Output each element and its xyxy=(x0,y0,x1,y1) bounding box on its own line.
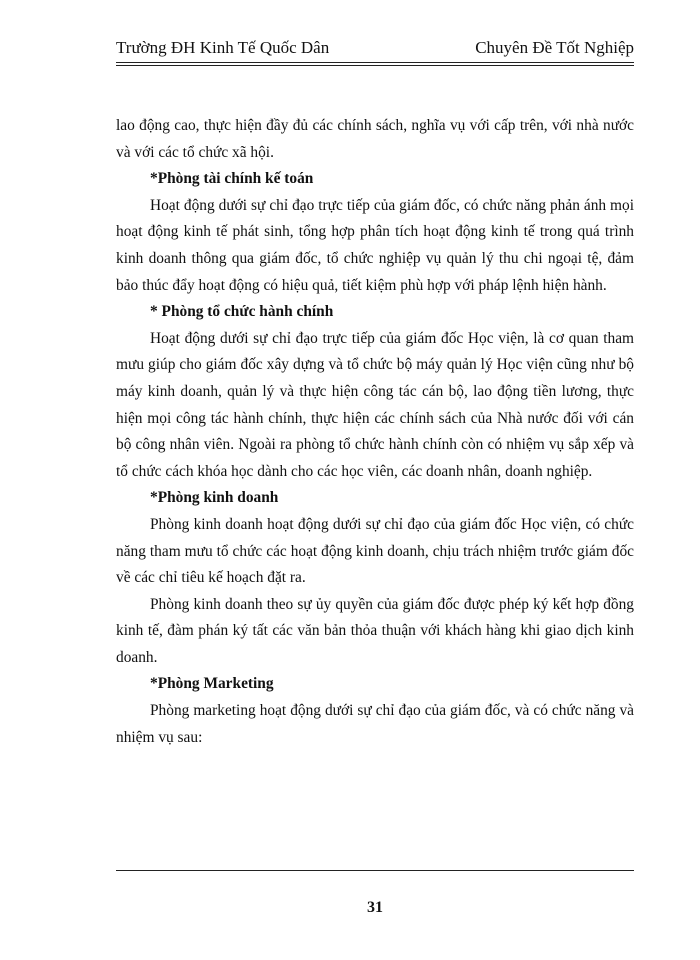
paragraph-business-2: Phòng kinh doanh theo sự ủy quyền của giám đốc được phép ký kết hợp đồng kinh tế, đàm phán ký tất các văn bản thỏa thuận với khách hàng khi giao dịch kinh doanh. xyxy=(116,595,634,666)
section-heading-administration: * Phòng tổ chức hành chính xyxy=(150,303,334,321)
footer-divider xyxy=(116,870,634,871)
header-document-type: Chuyên Đề Tốt Nghiệp xyxy=(475,38,634,57)
page-header xyxy=(116,32,634,66)
document-body xyxy=(116,113,634,751)
paragraph-continuation: lao động cao, thực hiện đầy đủ các chính sách, nghĩa vụ với cấp trên, với nhà nước và với các tổ chức xã hội. xyxy=(116,117,634,161)
paragraph-finance: Hoạt động dưới sự chỉ đạo trực tiếp của giám đốc, có chức năng phản ánh mọi hoạt động kinh tế phát sinh, tổng hợp phân tích hoạt động kinh tế trong quá trình kinh doanh thông qua giám đốc, tổ chức nghiệp vụ quản lý thu chi ngoại tệ, đảm bảo thúc đẩy hoạt động có hiệu quả, tiết kiệm phù hợp với pháp lệnh hiện hành. xyxy=(116,196,634,294)
header-school-name: Trường ĐH Kinh Tế Quốc Dân xyxy=(116,38,330,57)
page-number: 31 xyxy=(367,899,383,916)
section-heading-business: *Phòng kinh doanh xyxy=(150,489,279,507)
section-heading-finance: *Phòng tài chính kế toán xyxy=(150,170,314,188)
paragraph-business-1: Phòng kinh doanh hoạt động dưới sự chỉ đạo của giám đốc Học viện, có chức năng tham mưu tổ chức các hoạt động kinh doanh, chịu trách nhiệm trước giám đốc về các chỉ tiêu kế hoạch đặt ra. xyxy=(116,515,634,587)
paragraph-marketing: Phòng marketing hoạt động dưới sự chỉ đạo của giám đốc, và có chức năng và nhiệm vụ sau: xyxy=(116,702,634,746)
section-heading-marketing: *Phòng Marketing xyxy=(150,675,274,693)
paragraph-administration: Hoạt động dưới sự chỉ đạo trực tiếp của giám đốc Học viện, là cơ quan tham mưu giúp cho giám đốc xây dựng và tổ chức bộ máy quản lý Học viện cũng như bộ máy kinh doanh, quản lý và thực hiện công tác cán bộ, lao động tiền lương, thực hiện mọi công tác hành chính, thực hiện các chính sách của Nhà nước đối với cán bộ công nhân viên. Ngoài ra phòng tổ chức hành chính còn có nhiệm vụ sắp xếp và tổ chức cách khóa học dành cho các học viên, các doanh nhân, doanh nghiệp. xyxy=(116,329,634,480)
